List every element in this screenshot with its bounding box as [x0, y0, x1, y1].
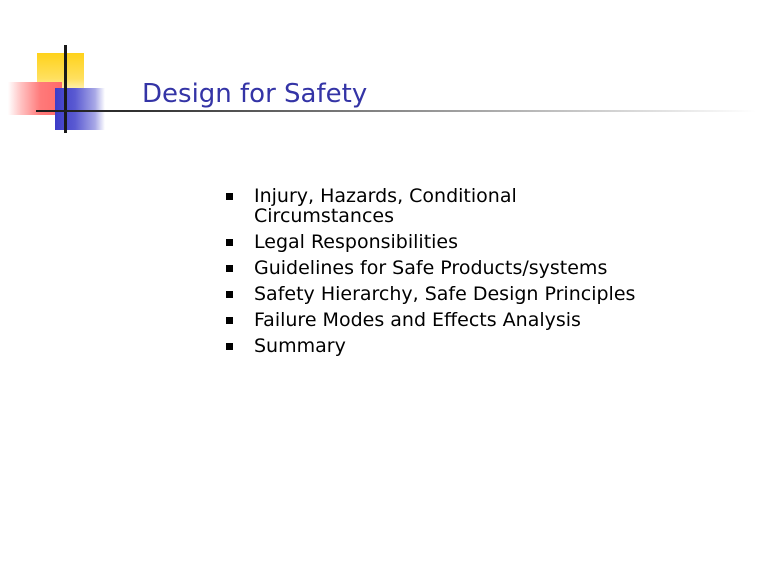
- bullet-item: [226, 258, 646, 278]
- square-bullet-icon: [226, 265, 233, 272]
- bullet-text: Summary: [254, 335, 346, 357]
- square-bullet-icon: [226, 291, 233, 298]
- bullet-list: [226, 186, 646, 362]
- bullet-text: Legal Responsibilities: [254, 231, 459, 253]
- title-underline: [36, 110, 756, 112]
- square-bullet-icon: [226, 317, 233, 324]
- bullet-item: [226, 232, 646, 252]
- slide-title: Design for Safety: [142, 79, 368, 109]
- square-bullet-icon: [226, 193, 233, 200]
- bullet-item: [226, 284, 646, 304]
- bullet-item: [226, 186, 646, 226]
- square-bullet-icon: [226, 343, 233, 350]
- logo-vertical-line: [64, 45, 67, 133]
- bullet-item: [226, 310, 646, 330]
- bullet-text: Failure Modes and Effects Analysis: [254, 309, 581, 331]
- bullet-item: [226, 336, 646, 356]
- square-bullet-icon: [226, 239, 233, 246]
- logo-blue-square: [55, 88, 105, 130]
- bullet-text: Injury, Hazards, Conditional Circumstances: [254, 185, 517, 227]
- bullet-text: Guidelines for Safe Products/systems: [254, 257, 608, 279]
- bullet-text: Safety Hierarchy, Safe Design Principles: [254, 283, 636, 305]
